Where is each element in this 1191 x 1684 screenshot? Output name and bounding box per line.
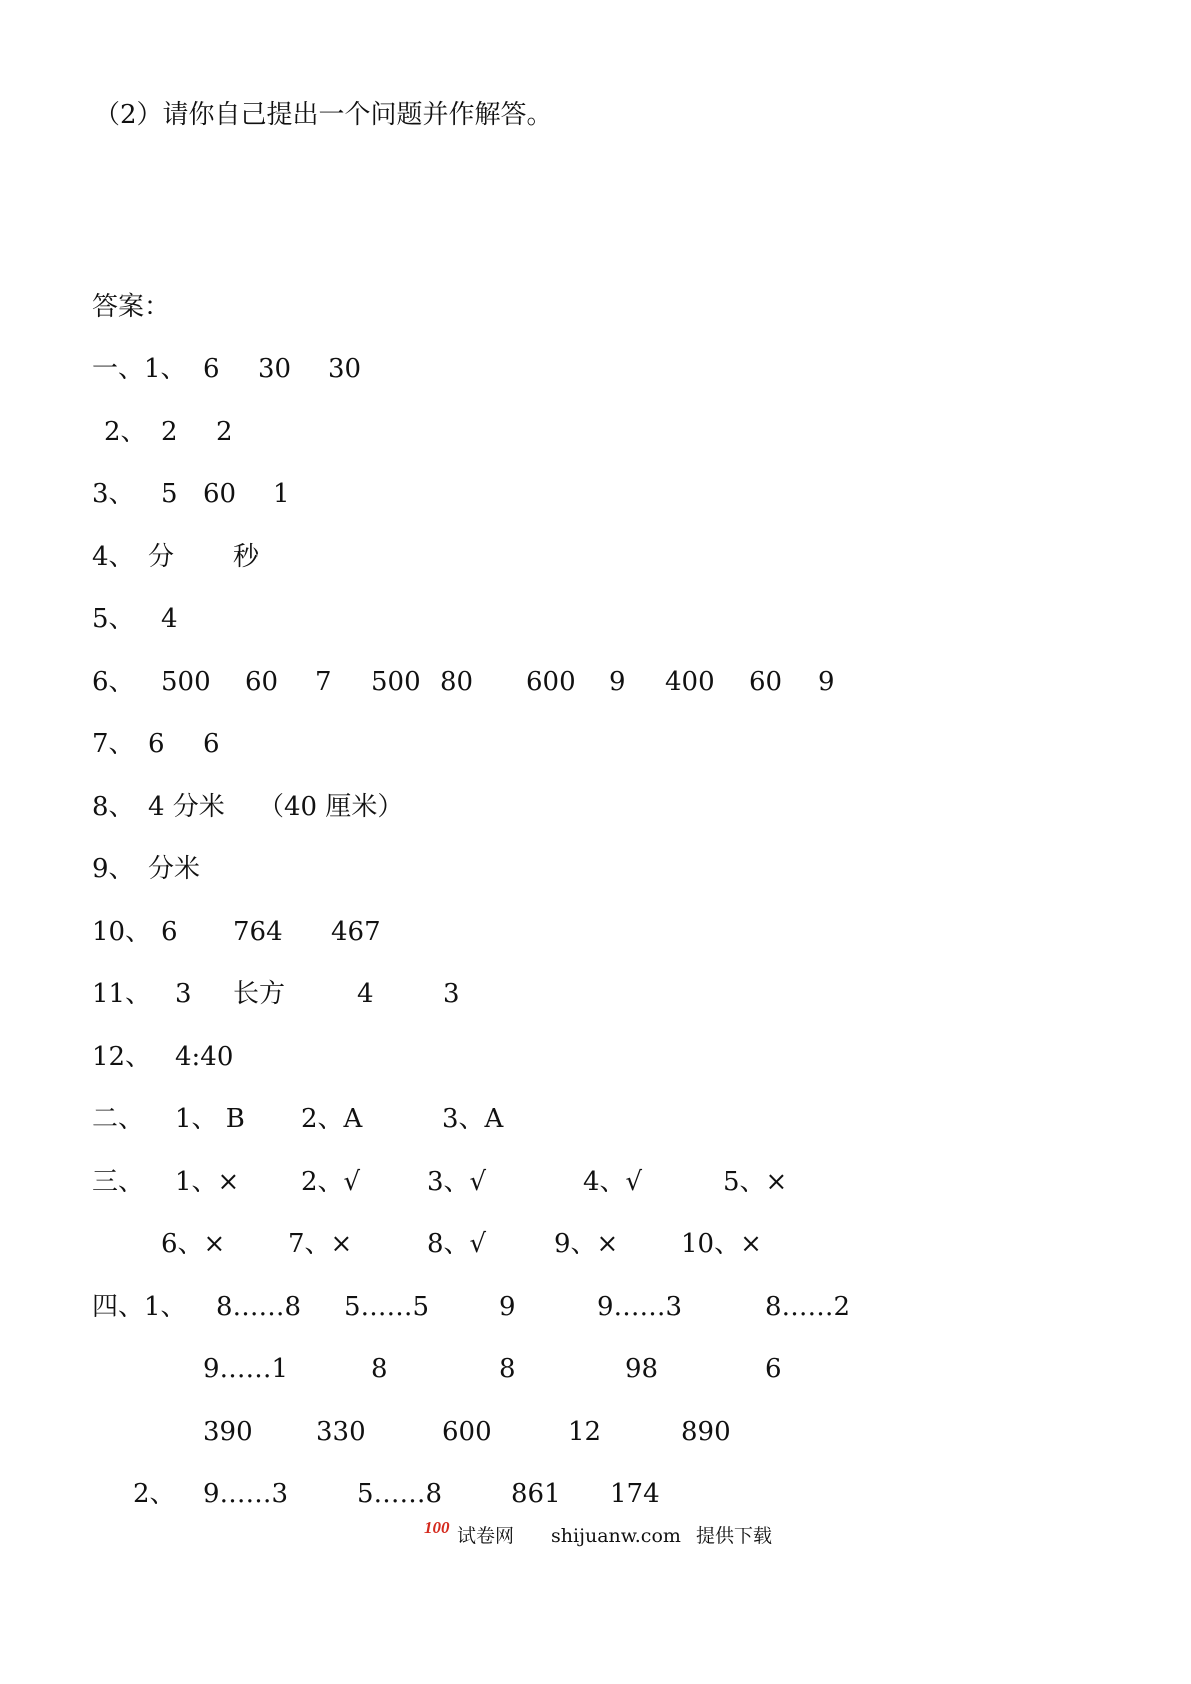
answer-value: 60: [749, 667, 783, 697]
answer-value: 2、A: [301, 1104, 363, 1134]
answer-item: 8、: [92, 792, 135, 822]
answer-item: 7、: [92, 729, 135, 759]
answer-value: 500: [371, 667, 421, 697]
answer-value: 1、 B: [175, 1104, 245, 1134]
answer-value: （40 厘米）: [258, 792, 404, 822]
answer-item: 四、1、: [92, 1292, 187, 1322]
question-text: （2）请你自己提出一个问题并作解答。: [94, 100, 553, 130]
answer-value: 764: [233, 917, 283, 947]
answer-item: 10、: [92, 917, 152, 947]
answer-value: 6: [765, 1354, 782, 1384]
answer-value: 500: [161, 667, 211, 697]
answer-value: 5……8: [357, 1479, 443, 1509]
answer-value: 4 分米: [148, 792, 225, 822]
answer-value: 分: [148, 542, 175, 572]
answer-value: 600: [526, 667, 576, 697]
answer-value: 7: [315, 667, 332, 697]
site-logo: 100: [424, 1518, 450, 1537]
answer-value: 6: [203, 729, 220, 759]
answer-value: 8……2: [765, 1292, 851, 1322]
answer-value: 400: [665, 667, 715, 697]
answer-item: 二、: [92, 1104, 145, 1134]
answer-item: 12、: [92, 1042, 152, 1072]
answer-item: 2、: [133, 1479, 176, 1509]
answer-value: 4:40: [175, 1042, 234, 1072]
answer-value: 467: [331, 917, 381, 947]
answer-value: 3: [175, 979, 192, 1009]
answer-item: 一、1、: [92, 354, 187, 384]
answer-value: 9: [499, 1292, 516, 1322]
answer-item: 9、: [92, 854, 135, 884]
answer-value: 9……1: [203, 1354, 289, 1384]
site-name: 试卷网: [457, 1525, 515, 1547]
answer-value: 长方: [233, 979, 286, 1009]
answer-value: 9……3: [597, 1292, 683, 1322]
answer-value: 3、√: [427, 1167, 487, 1197]
answer-value: 4、√: [583, 1167, 643, 1197]
answer-item: 11、: [92, 979, 152, 1009]
answer-heading: 答案：: [92, 292, 171, 322]
answer-value: 5……5: [344, 1292, 430, 1322]
answer-value: 174: [610, 1479, 660, 1509]
answer-value: 6: [161, 917, 178, 947]
answer-value: 3、A: [442, 1104, 504, 1134]
answer-value: 8: [499, 1354, 516, 1384]
answer-value: 60: [203, 479, 237, 509]
answer-value: 4: [357, 979, 374, 1009]
answer-value: 秒: [233, 542, 260, 572]
answer-item: 6、: [92, 667, 135, 697]
answer-value: 4: [161, 604, 178, 634]
answer-value: 2、√: [301, 1167, 361, 1197]
answer-value: 80: [440, 667, 474, 697]
answer-value: 330: [316, 1417, 366, 1447]
answer-value: 30: [258, 354, 292, 384]
answer-item: 4、: [92, 542, 135, 572]
answer-value: 9: [609, 667, 626, 697]
answer-value: 10、×: [681, 1229, 762, 1259]
answer-value: 5、×: [723, 1167, 788, 1197]
answer-value: 30: [328, 354, 362, 384]
site-domain-link[interactable]: shijuanw.com: [551, 1525, 681, 1547]
answer-value: 1: [273, 479, 290, 509]
answer-value: 9: [818, 667, 835, 697]
answer-value: 98: [625, 1354, 659, 1384]
answer-item: 5、: [92, 604, 135, 634]
answer-value: 2: [216, 417, 233, 447]
answer-value: 9……3: [203, 1479, 289, 1509]
answer-value: 分米: [148, 854, 201, 884]
footer-tagline: 提供下载: [696, 1525, 773, 1547]
answer-value: 2: [161, 417, 178, 447]
answer-value: 6: [148, 729, 165, 759]
answer-item: 3、: [92, 479, 135, 509]
answer-value: 390: [203, 1417, 253, 1447]
answer-value: 3: [443, 979, 460, 1009]
answer-value: 8……8: [216, 1292, 302, 1322]
answer-value: 9、×: [554, 1229, 619, 1259]
answer-value: 60: [245, 667, 279, 697]
answer-value: 1、×: [175, 1167, 240, 1197]
answer-value: 890: [681, 1417, 731, 1447]
answer-value: 600: [442, 1417, 492, 1447]
answer-value: 6: [203, 354, 220, 384]
answer-value: 861: [511, 1479, 561, 1509]
answer-item: 三、: [92, 1167, 145, 1197]
answer-value: 12: [568, 1417, 602, 1447]
answer-value: 8、√: [427, 1229, 487, 1259]
answer-item: 2、: [104, 417, 147, 447]
answer-value: 8: [371, 1354, 388, 1384]
answer-value: 6、×: [161, 1229, 226, 1259]
answer-value: 5: [161, 479, 178, 509]
answer-value: 7、×: [288, 1229, 353, 1259]
